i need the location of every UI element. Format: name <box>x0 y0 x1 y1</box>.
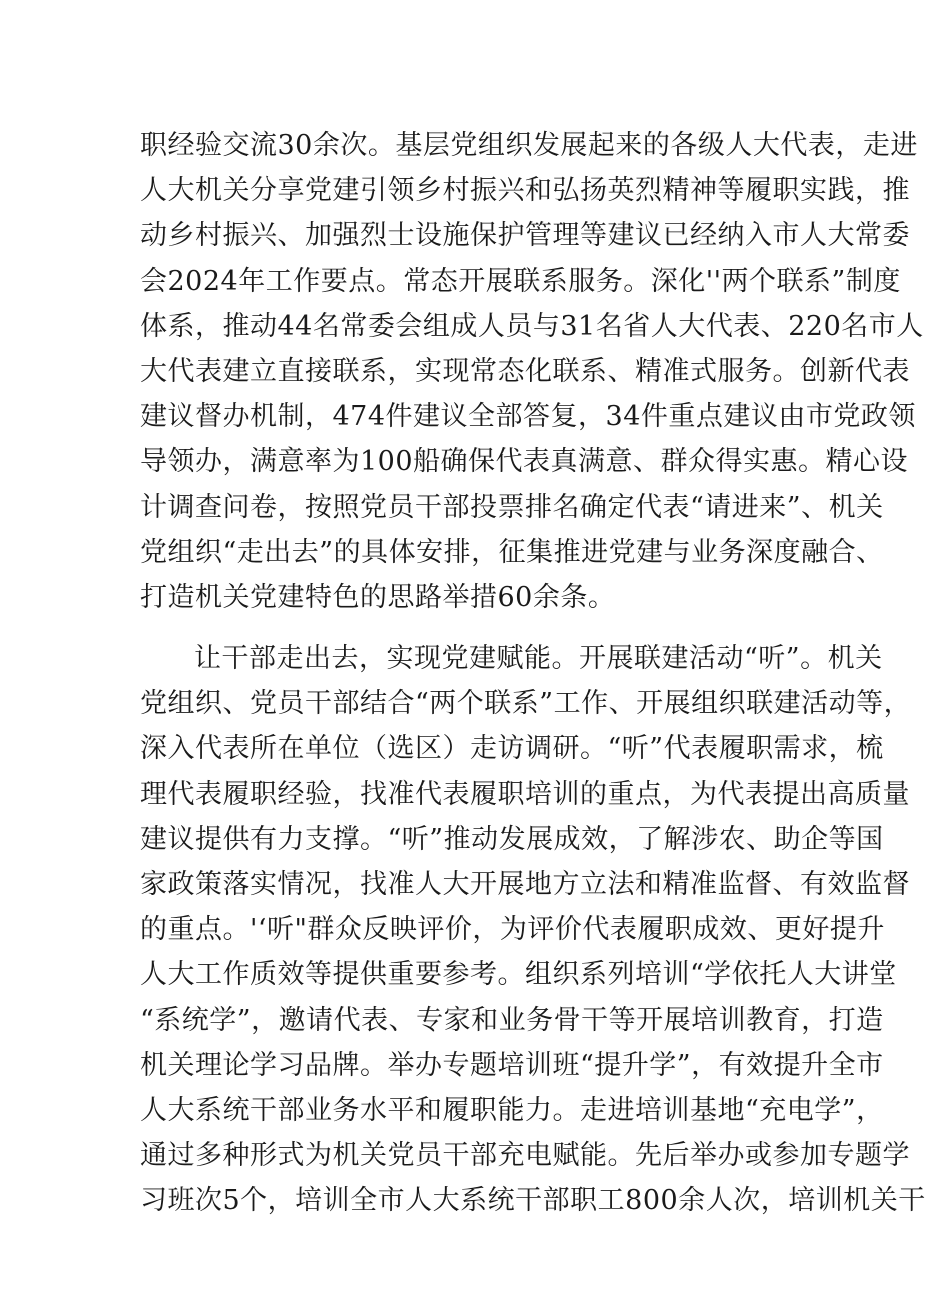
text-line: 党组织“走出去”的具体安排，征集推进党建与业务深度融合、 <box>140 536 884 568</box>
text-line: 党组织、党员干部结合“两个联系”工作、开展组织联建活动等， <box>140 688 912 720</box>
text-line: 让干部走出去，实现党建赋能。开展联建活动“听”。机关 <box>194 643 883 675</box>
text-line: 建议督办机制，474件建议全部答复，34件重点建议由市党政领 <box>140 401 916 433</box>
text-line: 人大机关分享党建引领乡村振兴和弘扬英烈精神等履职实践，推 <box>140 175 910 207</box>
body-text <box>140 123 926 1224</box>
text-line: 会2024年工作要点。常态开展联系服务。深化''两个联系”制度 <box>140 265 901 297</box>
text-line: 通过多种形式为机关党员干部充电赋能。先后举办或参加专题学 <box>140 1140 910 1172</box>
text-line: 理代表履职经验，找准代表履职培训的重点，为代表提出高质量 <box>140 778 910 810</box>
text-line: 习班次5个，培训全市人大系统干部职工800余人次，培训机关干 <box>140 1185 926 1217</box>
paragraph-1 <box>140 123 924 620</box>
text-line: “系统学”，邀请代表、专家和业务骨干等开展培训教育，打造 <box>140 1004 884 1036</box>
text-line: 体系，推动44名常委会组成人员与31名省人大代表、220名市人 <box>140 310 924 342</box>
paragraph-gap <box>140 620 790 636</box>
text-line: 家政策落实情况，找准人大开展地方立法和精准监督、有效监督 <box>140 869 910 900</box>
text-line: 计调查问卷，按照党员干部投票排名确定代表“请进来”、机关 <box>140 491 884 523</box>
text-line: 建议提供有力支撑。“听”推动发展成效，了解涉农、助企等国 <box>140 823 884 855</box>
text-line: 机关理论学习品牌。举办专题培训班“提升学”，有效提升全市 <box>140 1049 884 1081</box>
text-line: 的重点。'‘听"群众反映评价，为评价代表履职成效、更好提升 <box>140 914 885 946</box>
text-line: 职经验交流30余次。基层党组织发展起来的各级人大代表，走进 <box>140 130 918 161</box>
paragraph-2 <box>140 636 926 1223</box>
text-line: 大代表建立直接联系，实现常态化联系、精准式服务。创新代表 <box>140 355 910 387</box>
text-line: 人大系统干部业务水平和履职能力。走进培训基地“充电学”， <box>140 1094 884 1126</box>
text-line: 打造机关党建特色的思路举措60余条。 <box>140 581 616 613</box>
text-line: 深入代表所在单位（选区）走访调研。“听”代表履职需求，梳 <box>140 733 884 765</box>
text-line: 动乡村振兴、加强烈士设施保护管理等建议已经纳入市人大常委 <box>140 220 910 252</box>
text-line: 人大工作质效等提供重要参考。组织系列培训“学依托人大讲堂 <box>140 959 897 991</box>
text-line: 导领办，满意率为100船确保代表真满意、群众得实惠。精心设 <box>140 446 909 478</box>
